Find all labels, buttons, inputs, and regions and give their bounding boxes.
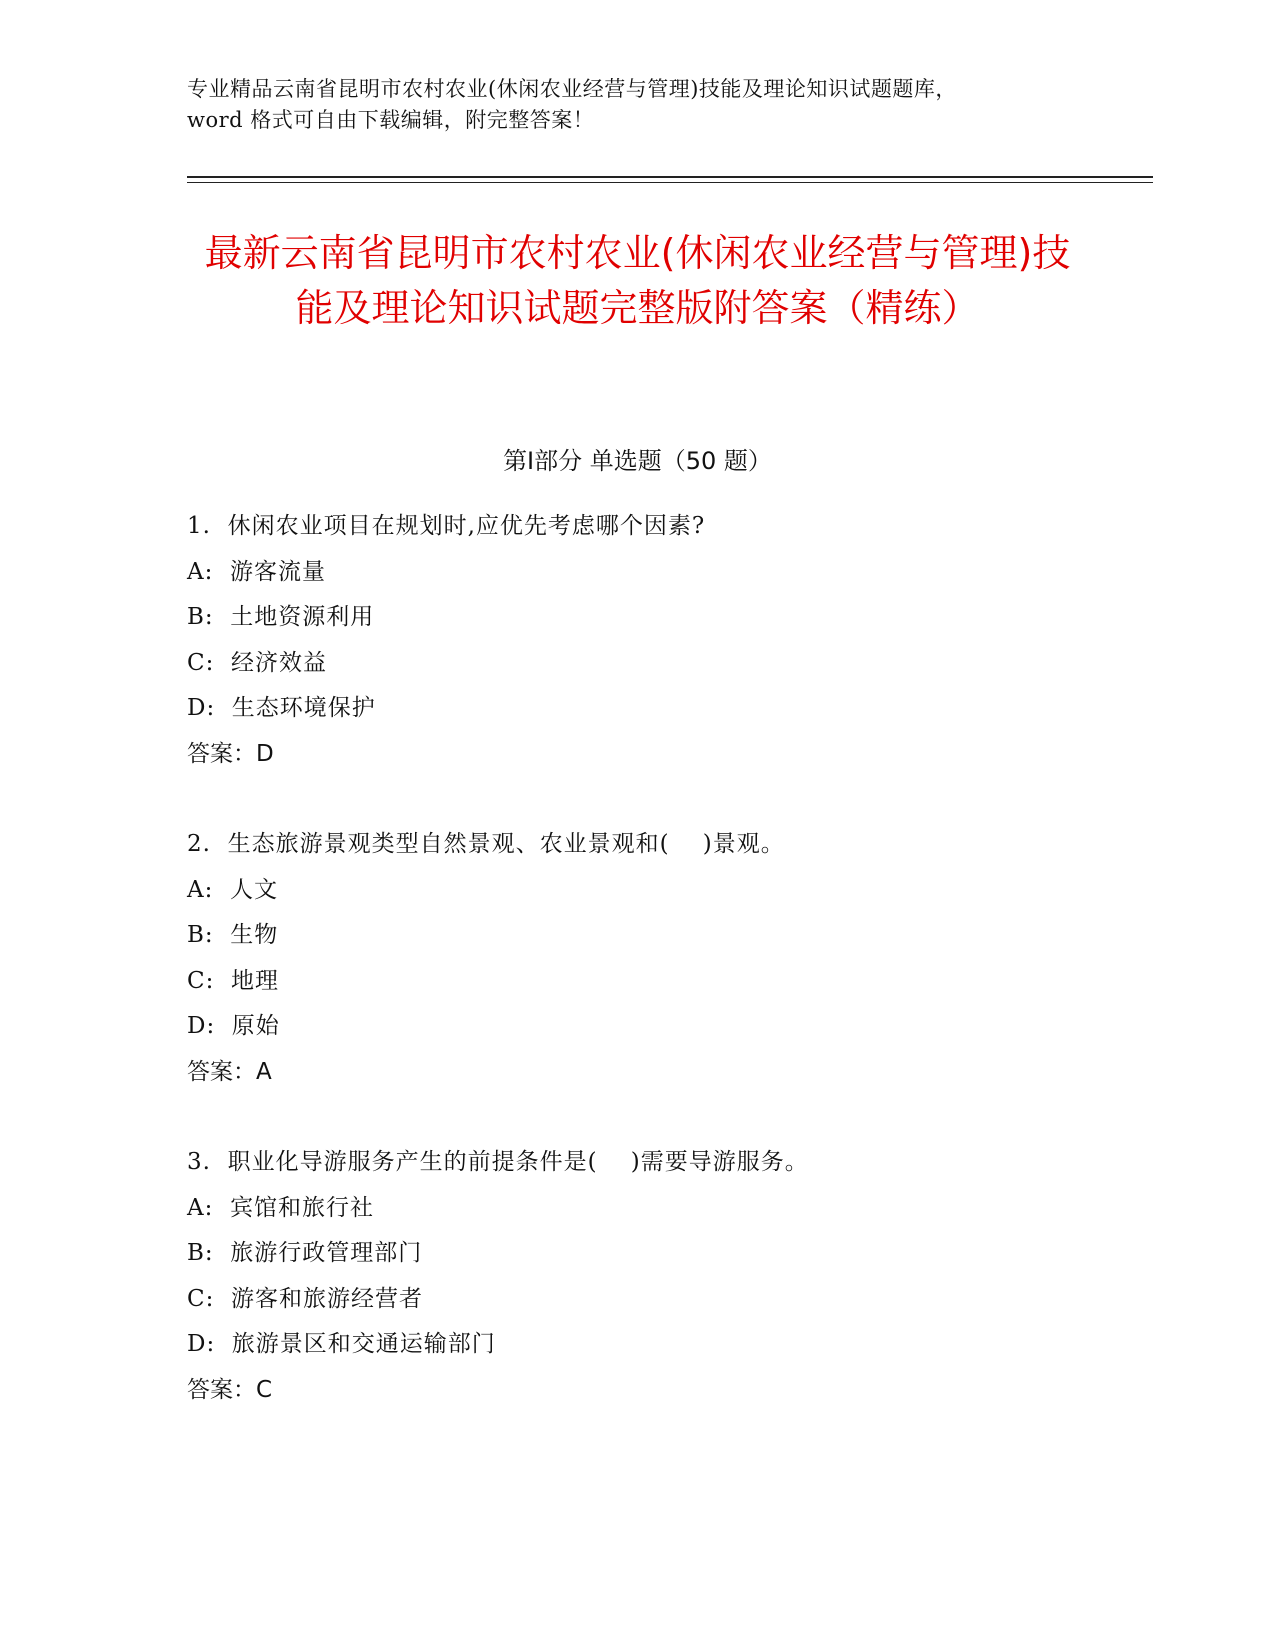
question-stem: 3. 职业化导游服务产生的前提条件是( )需要导游服务。 [187,1149,809,1175]
option-c: C: 地理 [187,967,279,994]
option-a: A: 游客流量 [187,558,326,585]
question-2 [187,822,1147,1095]
option-d: D: 原始 [187,1013,280,1039]
option-c: C: 经济效益 [187,649,327,676]
option-b: B: 生物 [187,922,279,948]
header-text [187,74,1087,136]
answer: 答案：D [187,740,274,767]
option-a: A: 人文 [187,876,278,903]
option-b: B: 旅游行政管理部门 [187,1240,423,1266]
question-stem: 1. 休闲农业项目在规划时,应优先考虑哪个因素? [187,513,706,539]
option-a: A: 宾馆和旅行社 [187,1194,374,1221]
option-b: B: 土地资源利用 [187,604,375,630]
question-1 [187,504,1147,777]
question-3 [187,1140,1147,1413]
header-line-2: word 格式可自由下载编辑，附完整答案！ [187,108,595,132]
header-rule-thin [187,182,1153,183]
option-d: D: 旅游景区和交通运输部门 [187,1331,496,1357]
header-line-1: 专业精品云南省昆明市农村农业(休闲农业经营与管理)技能及理论知识试题题库， [187,77,957,101]
option-c: C: 游客和旅游经营者 [187,1285,423,1312]
answer: 答案：A [187,1058,272,1085]
header-rule-thick [187,176,1153,178]
answer: 答案：C [187,1376,273,1403]
section-title: 第Ⅰ部分 单选题（50 题） [503,447,772,475]
document-title: 最新云南省昆明市农村农业(休闲农业经营与管理)技能及理论知识试题完整版附答案（精练） [204,231,1071,330]
question-stem: 2. 生态旅游景观类型自然景观、农业景观和( )景观。 [187,831,785,857]
option-d: D: 生态环境保护 [187,695,376,721]
